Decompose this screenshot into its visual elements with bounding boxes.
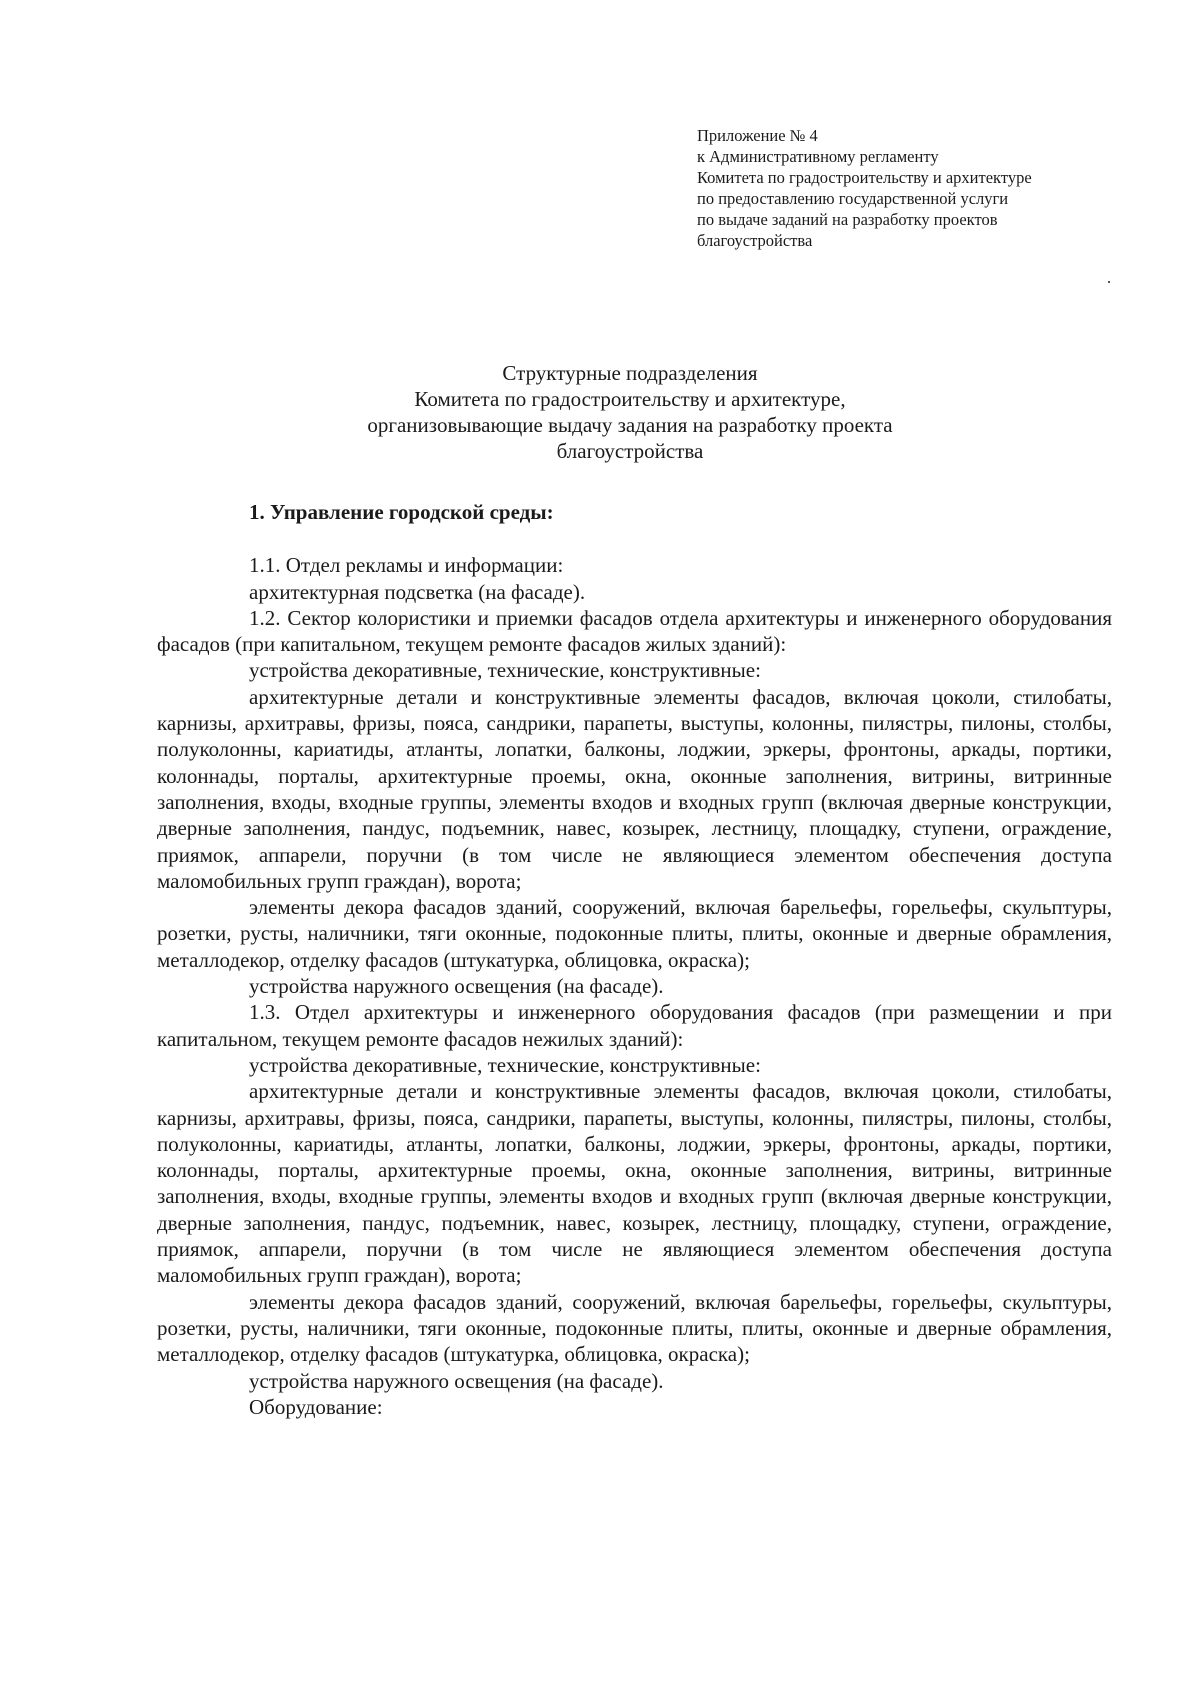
paragraph: устройства декоративные, технические, конструктивные: (249, 1052, 761, 1077)
appendix-line: по выдаче заданий на разработку проектов (697, 210, 998, 229)
appendix-line: к Административному регламенту (697, 147, 939, 166)
paragraph: архитектурные детали и конструктивные элементы фасадов, включая цоколи, стилобаты, карнизы, архитравы, фризы, пояса, сандрики, парапеты, выступы, колонны, пилястры, пилоны, столбы, полуколонны, кариатиды, атланты, лопатки, балконы, лоджии, эркеры, фронтоны, аркады, портики, колоннады, порталы, архитектурные проемы, окна, оконные заполнения, витрины, витринные заполнения, входы, входные группы, элементы входов и входных групп (включая дверные конструкции, дверные заполнения, пандус, подъемник, навес, козырек, лестницу, площадку, ступени, ограждение, приямок, аппарели, поручни (в том числе не являющиеся элементом обеспечения доступа маломобильных групп граждан), ворота; (157, 1079, 1112, 1288)
document-title (230, 360, 1030, 464)
paragraph: 1.1. Отдел рекламы и информации: (249, 553, 564, 578)
paragraph: устройства декоративные, технические, конструктивные: (249, 658, 761, 683)
title-line: организовывающие выдачу задания на разработку проекта (367, 413, 893, 437)
paragraph: элементы декора фасадов зданий, сооружений, включая барельефы, горельефы, скульптуры, розетки, русты, наличники, тяги оконные, подоконные плиты, плиты, оконные и дверные обрамления, металлодекор, отделку фасадов (штукатурка, облицовка, окраска); (157, 1289, 1112, 1367)
appendix-line: благоустройства (697, 231, 813, 250)
paragraph: элементы декора фасадов зданий, сооружений, включая барельефы, горельефы, скульптуры, розетки, русты, наличники, тяги оконные, подоконные плиты, плиты, оконные и дверные обрамления, металлодекор, отделку фасадов (штукатурка, облицовка, окраска); (157, 895, 1112, 972)
section-heading: 1. Управление городской среды: (249, 500, 554, 524)
title-line: Структурные подразделения (502, 361, 758, 385)
document-body (157, 499, 1112, 1420)
appendix-note (697, 125, 1137, 251)
title-line: Комитета по градостроительству и архитектуре, (414, 387, 846, 411)
paragraph: устройства наружного освещения (на фасаде). (249, 974, 664, 999)
paragraph: архитектурная подсветка (на фасаде). (249, 579, 586, 604)
appendix-line: Комитета по градостроительству и архитектуре (697, 168, 1032, 187)
paragraph: архитектурные детали и конструктивные элементы фасадов, включая цоколи, стилобаты, карнизы, архитравы, фризы, пояса, сандрики, парапеты, выступы, колонны, пилястры, пилоны, столбы, полуколонны, кариатиды, атланты, лопатки, балконы, лоджии, эркеры, фронтоны, аркады, портики, колоннады, порталы, архитектурные проемы, окна, оконные заполнения, витрины, витринные заполнения, входы, входные группы, элементы входов и входных групп (включая дверные конструкции, дверные заполнения, пандус, подъемник, навес, козырек, лестницу, площадку, ступени, ограждение, приямок, аппарели, поручни (в том числе не являющиеся элементом обеспечения доступа маломобильных групп граждан), ворота; (157, 684, 1112, 893)
paragraph: устройства наружного освещения (на фасаде). (249, 1368, 664, 1393)
paragraph: Оборудование: (249, 1394, 383, 1419)
title-line: благоустройства (556, 439, 704, 463)
paragraph: 1.3. Отдел архитектуры и инженерного оборудования фасадов (при размещении и при капитальном, текущем ремонте фасадов нежилых зданий): (157, 1000, 1112, 1051)
scan-speck (1108, 281, 1110, 283)
appendix-line: по предоставлению государственной услуги (697, 189, 1009, 208)
appendix-line: Приложение № 4 (697, 126, 818, 145)
paragraph: 1.2. Сектор колористики и приемки фасадов отдела архитектуры и инженерного оборудования фасадов (при капитальном, текущем ремонте фасадов жилых зданий): (157, 605, 1112, 657)
